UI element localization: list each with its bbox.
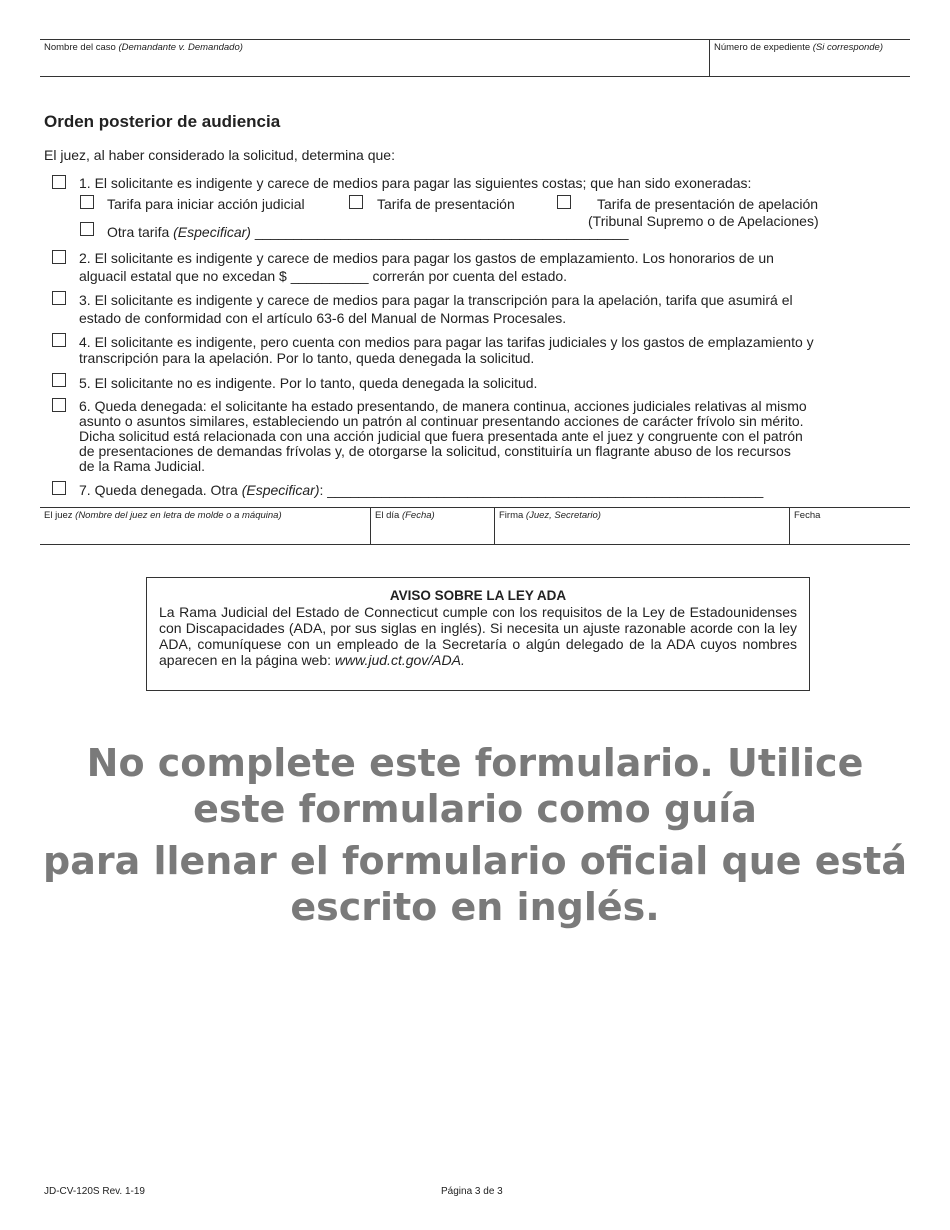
- item-4-text: 4. El solicitante es indigente, pero cuenta con medios para pagar las tarifas judiciales y los gastos de emplazamiento y transcripción para la apelación. Por lo tanto, queda denegada la solicitud.: [79, 334, 814, 366]
- ada-title: AVISO SOBRE LA LEY ADA: [389, 588, 567, 603]
- case-header: [40, 39, 910, 77]
- item-7-text: 7. Queda denegada. Otra (Especificar): ________________________________________________________: [79, 482, 764, 498]
- item-6-checkbox[interactable]: [52, 398, 66, 412]
- fee-other-label: Otra tarifa (Especificar) ________________________________________________: [107, 224, 629, 240]
- item-3-text: 3. El solicitante es indigente y carece de medios para pagar la transcripción para la apelación, tarifa que asumirá el estado de conformidad con el artículo 63-6 del Manual de Normas Procesales.: [79, 292, 793, 326]
- case-name-field[interactable]: [40, 40, 709, 76]
- ada-notice: [146, 577, 810, 691]
- item-5-text: 5. El solicitante no es indigente. Por lo tanto, queda denegada la solicitud.: [79, 375, 538, 391]
- item-1-checkbox[interactable]: [52, 175, 66, 189]
- fee-filing-checkbox[interactable]: [80, 195, 94, 209]
- page-title: Orden posterior de audiencia: [44, 112, 281, 131]
- case-name-hint: (Demandante v. Demandado): [118, 42, 243, 53]
- ada-body: La Rama Judicial del Estado de Connecticut cumple con los requisitos de la Ley de Estadounidenses con Discapacidades (ADA, por sus siglas en inglés). Si necesita un ajuste razonable acorde con la ley ADA, comuníquese con un empleado de la Secretaría o algún delegado de la ADA cuyos nombres aparecen en la página web: www.jud.ct.gov/ADA.: [159, 604, 797, 668]
- fee-appeal-checkbox[interactable]: [557, 195, 571, 209]
- case-name-label: Nombre del caso: [44, 42, 116, 53]
- item-4-checkbox[interactable]: [52, 333, 66, 347]
- item-5-checkbox[interactable]: [52, 373, 66, 387]
- docket-label: Número de expediente: [714, 42, 811, 53]
- form-id: JD-CV-120S Rev. 1-19: [44, 1186, 145, 1197]
- item-6-text: 6. Queda denegada: el solicitante ha estado presentando, de manera continua, acciones judiciales relativas al mismo asunto o asuntos similares, estableciendo un patrón al continuar presentando acciones de carácter frívolo sin mérito. Dicha solicitud está relacionada con una acción judicial que fuera presentada ante el juez y congruente con el patrón de presentaciones de demandas frívolas y, de otorgarse la solicitud, constituiría un flagrante abuso de los recursos de la Rama Judicial.: [79, 398, 807, 474]
- judge-name-field[interactable]: El juez (Nombre del juez en letra de molde o a máquina): [44, 510, 282, 521]
- docket-hint: (Si corresponde): [812, 42, 883, 53]
- item-2-text: 2. El solicitante es indigente y carece de medios para pagar los gastos de emplazamiento. Los honorarios de un alguacil estatal que no excedan $ __________ correrán por cuenta del estado.: [79, 250, 774, 284]
- watermark-line-2: para llenar el formulario oficial que está escrito en inglés.: [43, 839, 907, 929]
- fee-other-checkbox[interactable]: [80, 222, 94, 236]
- fee-presentation-label: Tarifa de presentación: [377, 196, 515, 212]
- day-field[interactable]: El día (Fecha): [370, 508, 494, 544]
- fee-appeal-label: Tarifa de presentación de apelación: [597, 196, 819, 212]
- page-number: Página 3 de 3: [441, 1186, 503, 1197]
- watermark-line-1: No complete este formulario. Utilice este formulario como guía: [86, 741, 864, 831]
- ada-link[interactable]: www.jud.ct.gov/ADA.: [334, 652, 465, 668]
- intro-text: El juez, al haber considerado la solicitud, determina que:: [44, 147, 395, 163]
- docket-number-field[interactable]: [709, 40, 910, 76]
- fee-filing-label: Tarifa para iniciar acción judicial: [107, 196, 305, 212]
- item-3-checkbox[interactable]: [52, 291, 66, 305]
- item-1-text: 1. El solicitante es indigente y carece de medios para pagar las siguientes costas; que han sido exoneradas:: [79, 175, 752, 191]
- item-2-checkbox[interactable]: [52, 250, 66, 264]
- date-field[interactable]: Fecha: [789, 508, 910, 544]
- fee-presentation-checkbox[interactable]: [349, 195, 363, 209]
- item-7-checkbox[interactable]: [52, 481, 66, 495]
- signature-block: [40, 507, 910, 545]
- fee-appeal-sub: (Tribunal Supremo o de Apelaciones): [588, 213, 819, 229]
- signature-field[interactable]: Firma (Juez, Secretario): [494, 508, 789, 544]
- watermark: [40, 740, 910, 930]
